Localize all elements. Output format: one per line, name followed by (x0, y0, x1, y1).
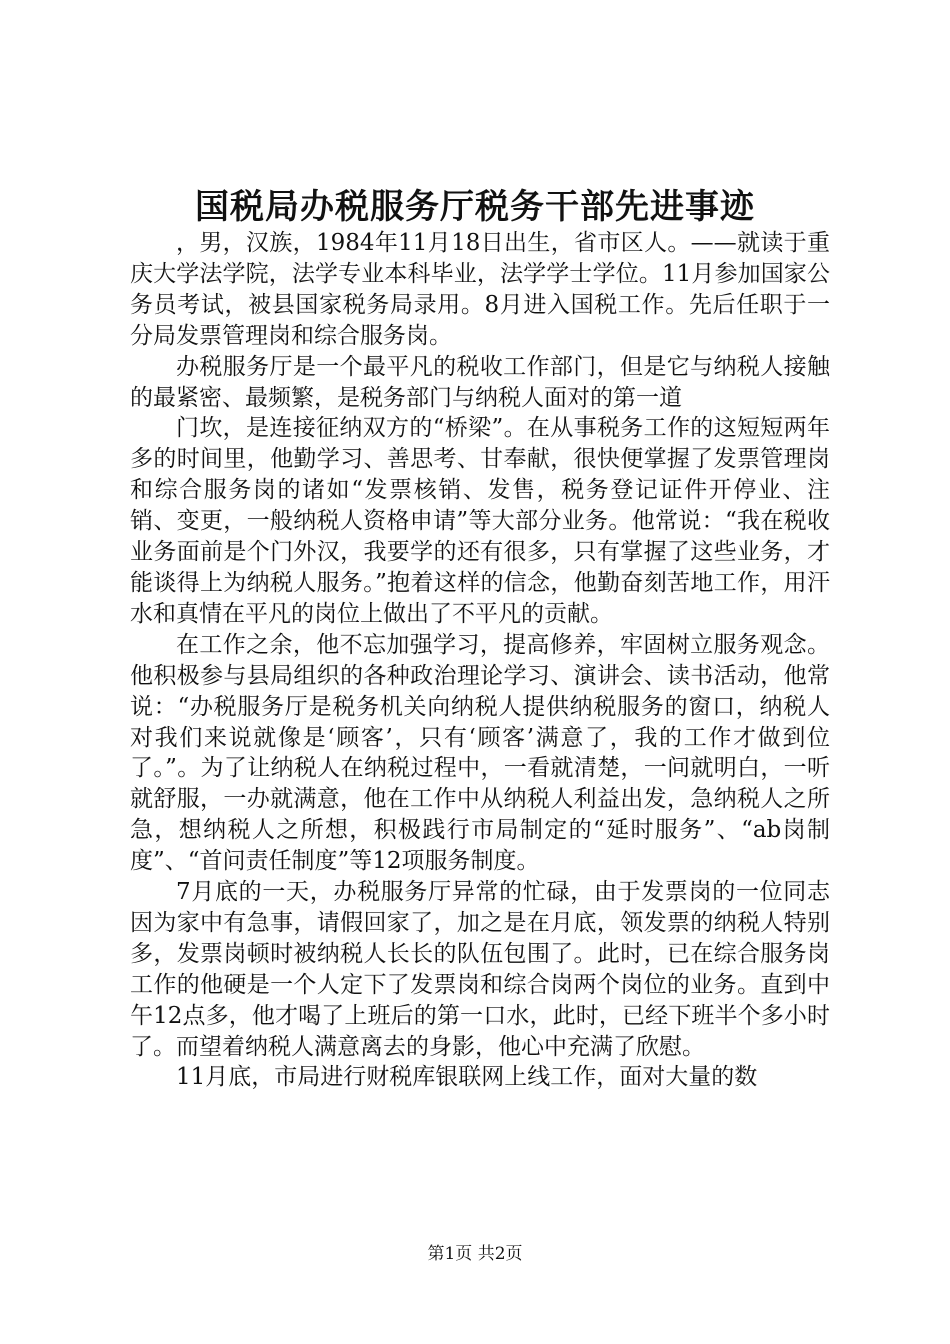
page-number-footer: 第1页 共2页 (427, 1244, 523, 1264)
paragraph-3: 门坎，是连接征纳双方的“桥梁”。在从事税务工作的这短短两年多的时间里，他勤学习、善思考、甘奉献，很快便掌握了发票管理岗和综合服务岗的诸如“发票核销、发售，税务登记证件开停业、注销、变更，一般纳税人资格申请”等大部分业务。他常说：“我在税收业务面前是个门外汉，我要学的还有很多，只有掌握了这些业务，才能谈得上为纳税人服务。”抱着这样的信念，他勤奋刻苦地工作，用汗水和真情在平凡的岗位上做出了不平凡的贡献。 (130, 415, 830, 627)
paragraph-6: 11月底，市局进行财税库银联网上线工作，面对大量的数 (176, 1064, 758, 1091)
paragraph-1: ，男，汉族，1984年11月18日出生，省市区人。——就读于重庆大学法学院，法学专业本科毕业，法学学士学位。11月参加国家公务员考试，被县国家税务局录用。8月进入国税工作。先后任职于一分局发票管理岗和综合服务岗。 (130, 230, 830, 349)
paragraph-4: 在工作之余，他不忘加强学习，提高修养，牢固树立服务观念。他积极参与县局组织的各种政治理论学习、演讲会、读书活动，他常说：“办税服务厅是税务机关向纳税人提供纳税服务的窗口，纳税人对我们来说就像是‘顾客’，只有‘顾客’满意了，我的工作才做到位了。”。为了让纳税人在纳税过程中，一看就清楚，一问就明白，一听就舒服，一办就满意，他在工作中从纳税人利益出发，急纳税人之所急，想纳税人之所想，积极践行市局制定的“延时服务”、“ab岗制度”、“首问责任制度”等12项服务制度。 (130, 631, 830, 875)
paragraph-5: 7月底的一天，办税服务厅异常的忙碌，由于发票岗的一位同志因为家中有急事，请假回家了，加之是在月底，领发票的纳税人特别多，发票岗顿时被纳税人长长的队伍包围了。此时，已在综合服务岗工作的他硬是一个人定下了发票岗和综合岗两个岗位的业务。直到中午12点多，他才喝了上班后的第一口水，此时，已经下班半个多小时了。而望着纳税人满意离去的身影，他心中充满了欣慰。 (130, 879, 830, 1060)
paragraph-2: 办税服务厅是一个最平凡的税收工作部门，但是它与纳税人接触的最紧密、最频繁，是税务部门与纳税人面对的第一道 (130, 353, 830, 411)
document-title: 国税局办税服务厅税务干部先进事迹 (195, 187, 755, 227)
document-body (130, 228, 830, 1093)
